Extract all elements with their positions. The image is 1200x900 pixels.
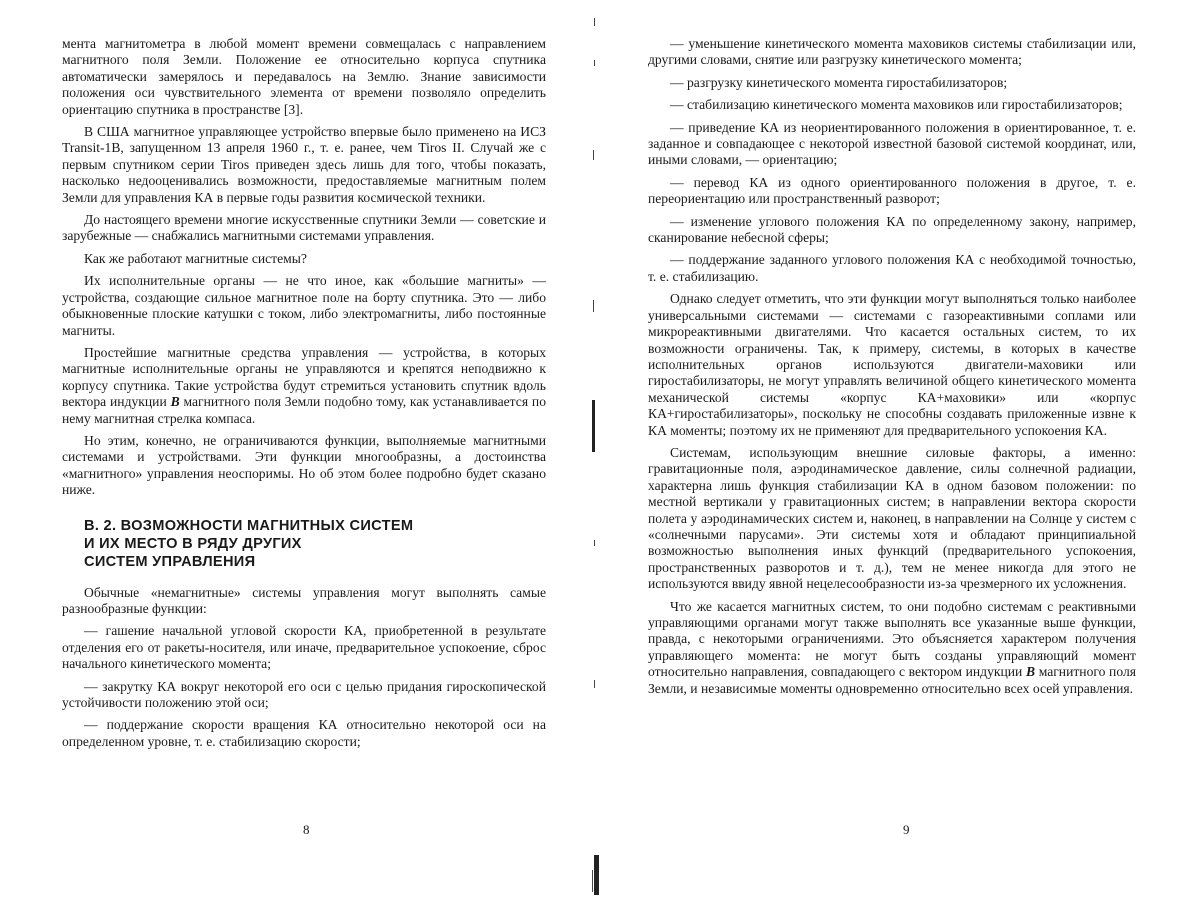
list-item: — поддержание скорости вращения КА относительно некоторой оси на определенном уровне, т. е. стабилизацию скорости; (62, 717, 546, 749)
vector-symbol: B (170, 394, 180, 410)
list-item: — разгрузку кинетического момента гиростабилизаторов; (670, 74, 1008, 90)
paragraph: Системам, использующим внешние силовые факторы, а именно: гравитационные поля, аэродинамическое давление, силы солнечной радиации, характерна лишь функция стабилизации КА в одном базовом положении: по местной вертикали у гравитационных систем; в направлении вектора скорости полета у аэродинамических систем и, наконец, в направлении на Солнце у систем с «солнечными парусами». Эти системы хотя и обладают принципиальной возможностью выполнения иных функций (предварительного успокоения, пространственных разворотов и т. д.), тем не менее никогда для этого не используются ввиду явной нецелесообразности из-за чрезмерного их усложнения. (648, 444, 1136, 592)
right-page (600, 0, 1200, 900)
paragraph: Простейшие магнитные средства управления — устройства, в которых магнитные исполнительные органы не управляются и крепятся неподвижно к корпусу спутника. Такие устройства будут стремиться установить спутник вдоль вектора индукции B магнитного поля Земли подобно тому, как устанавливается по нему магнитная стрелка компаса. (62, 344, 546, 426)
page-number: 8 (303, 822, 310, 837)
vector-symbol: B (1025, 664, 1036, 680)
paragraph: Но этим, конечно, не ограничиваются функции, выполняемые магнитными системами и устройствами. Эти функции многообразны, а достоинства «магнитного» управления неоспоримы. Но об этом более подробно будет сказано ниже. (62, 432, 546, 498)
right-page-text (648, 36, 1136, 703)
paragraph: Что же касается магнитных систем, то они подобно системам с реактивными управляющими органами могут также выполнять все указанные выше функции, правда, с некоторыми ограничениями. Это объясняется характером получения управляющего момента: не могут быть созданы управляющий момент относительно направления, совпадающего с вектором индукции B магнитного поля Земли, и независимые моменты одновременно относительно всех осей управления. (648, 598, 1136, 696)
left-page-text (62, 36, 546, 756)
paragraph: мента магнитометра в любой момент времени совмещалась с направлением магнитного поля Земли. Положение ее относительно корпуса спутника автоматически замерялось и передавалось на Землю. Знание зависимости положения оси чувствительного элемента от времени позволяло определить ориентацию спутника в пространстве [3]. (62, 36, 546, 117)
paragraph: Однако следует отметить, что эти функции могут выполняться только наиболее универсальными системами — системами с газореактивными соплами или микрореактивными двигателями. Что касается остальных систем, то их возможности ограничены. Так, к примеру, системы, в которых в качестве исполнительных органов используются двигатели-маховики или гиростабилизаторы, не могут управлять величиной общего кинетического момента механической системы «корпус КА+маховики» или «корпус КА+гиростабилизаторы», поскольку не способны создавать приложенные извне к КА моменты; поэтому их не применяют для предварительного успокоения КА. (648, 291, 1136, 438)
heading-line: СИСТЕМ УПРАВЛЕНИЯ (84, 553, 256, 570)
list-item: — уменьшение кинетического момента маховиков системы стабилизации или, другими словами, снятие или разгрузку кинетического момента; (648, 36, 1136, 68)
heading-line: В. 2. ВОЗМОЖНОСТИ МАГНИТНЫХ СИСТЕМ (84, 517, 414, 534)
list-item: — гашение начальной угловой скорости КА, приобретенной в результате отделения его от ракеты-носителя, или иначе, предварительное успокоение, сброс начального кинетического момента; (62, 623, 546, 672)
paragraph: Обычные «немагнитные» системы управления могут выполнять самые разнообразные функции: (62, 584, 546, 616)
list-item: — перевод КА из одного ориентированного положения в другое, т. е. переориентацию или пространственный разворот; (648, 174, 1136, 207)
paragraph: Как же работают магнитные системы? (84, 250, 307, 266)
paragraph: Их исполнительные органы — не что иное, как «большие магниты» — устройства, создающие сильное магнитное поле на борту спутника. Это — либо обыкновенные плоские катушки с током, либо электромагниты, либо постоянные магниты. (62, 273, 546, 338)
list-item: — закрутку КА вокруг некоторой его оси с целью придания гироскопической устойчивости положению этой оси; (62, 678, 546, 710)
page-number: 9 (903, 822, 910, 837)
list-item: — поддержание заданного углового положения КА с необходимой точностью, т. е. стабилизацию. (648, 252, 1136, 284)
heading-line: И ИХ МЕСТО В РЯДУ ДРУГИХ (84, 535, 302, 552)
section-heading (84, 517, 546, 571)
list-item: — приведение КА из неориентированного положения в ориентированное, т. е. заданное и совпадающее с некоторой известной базовой системой координат, или, иными словами, — ориентацию; (648, 119, 1136, 168)
paragraph: До настоящего времени многие искусственные спутники Земли — советские и зарубежные — снабжались магнитными системами управления. (62, 212, 546, 244)
list-item: — стабилизацию кинетического момента маховиков или гиростабилизаторов; (670, 97, 1123, 113)
list-item: — изменение углового положения КА по определенному закону, например, сканирование небесной сферы; (648, 213, 1136, 246)
paragraph: В США магнитное управляющее устройство впервые было применено на ИСЗ Transit-1В, запущенном 13 апреля 1960 г., т. е. ранее, чем Tiros II. Случай же с первым спутником серии Tiros приведен здесь лишь для того, чтобы показать, насколько недооценивались возможности, предоставляемые магнитным полем Земли для управления КА в первые годы развития космической техники. (62, 124, 546, 205)
